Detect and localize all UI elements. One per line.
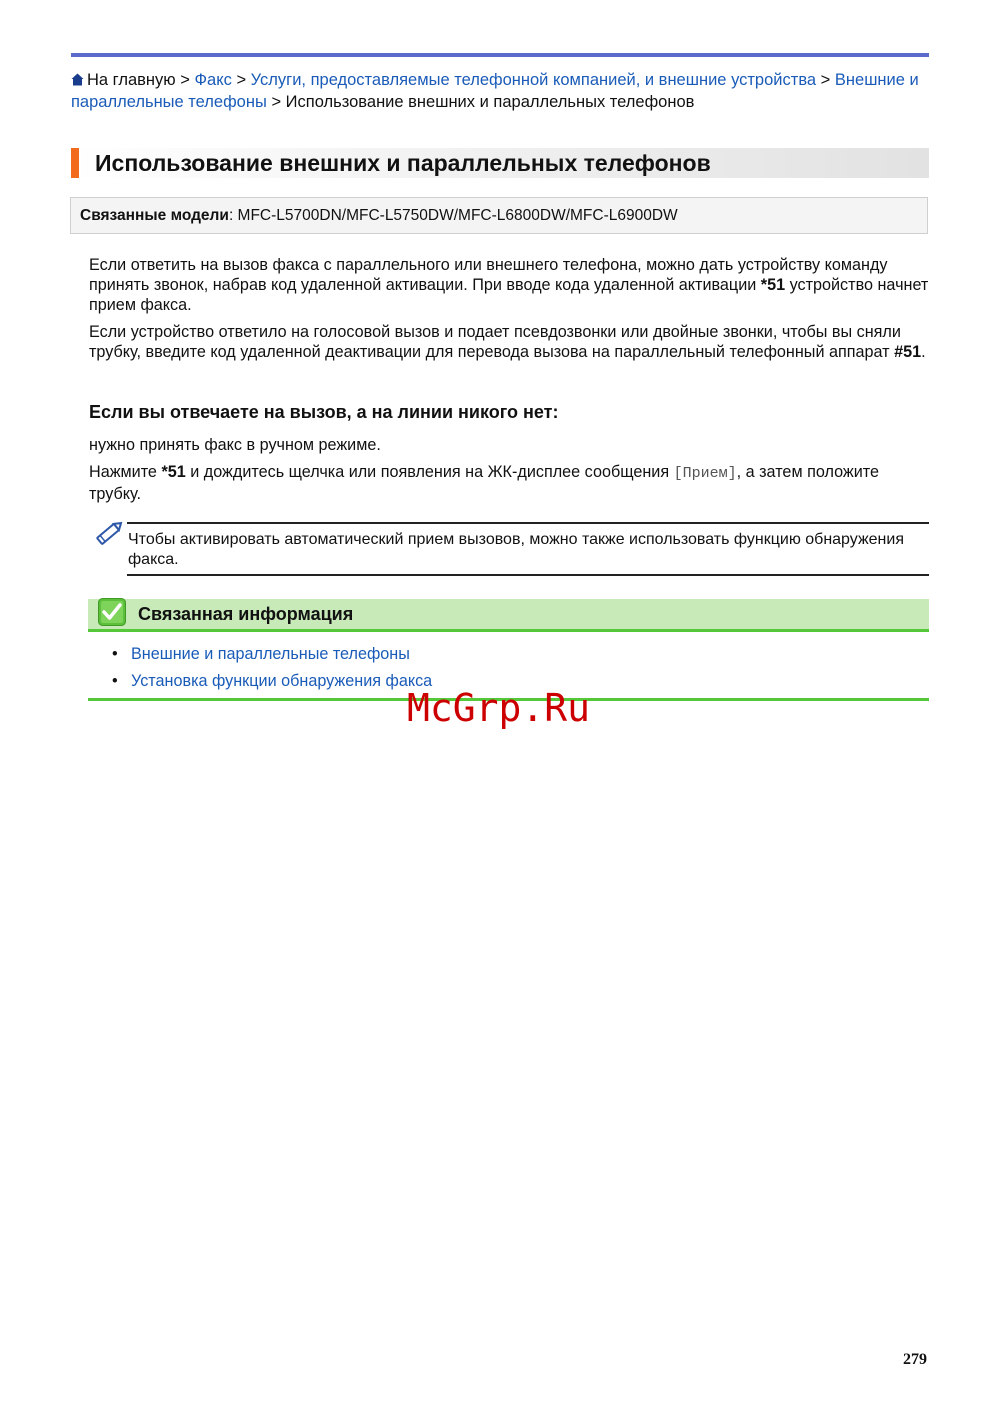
related-info-title: Связанная информация (138, 604, 354, 624)
paragraph-press-code (89, 462, 929, 505)
note-text: Чтобы активировать автоматический прием вызовов, можно также использовать функцию обнаружения факса. (128, 531, 904, 568)
breadcrumb-separator: > (271, 92, 282, 111)
paragraph-manual-receive: нужно принять факс в ручном режиме. (89, 436, 381, 454)
breadcrumb-separator: > (236, 71, 247, 89)
models-value: : MFC-L5700DN/MFC-L5750DW/MFC-L6800DW/MFC-L6900DW (228, 207, 678, 224)
top-rule (71, 53, 929, 57)
breadcrumb-link-services[interactable]: Услуги, предоставляемые телефонной компанией, и внешние устройства (250, 71, 817, 89)
paragraph-remote-deactivation (89, 322, 929, 362)
related-models-box (70, 197, 928, 234)
text: . (921, 343, 926, 361)
subheading: Если вы отвечаете на вызов, а на линии никого нет: (89, 402, 559, 422)
breadcrumb-separator: > (180, 71, 190, 89)
breadcrumb-link-fax[interactable]: Факс (194, 71, 232, 89)
list-item: • Внешние и параллельные телефоны (112, 645, 410, 663)
breadcrumb (71, 70, 929, 113)
text: Нажмите (89, 463, 162, 481)
note-top-rule (127, 522, 929, 524)
related-info-rule (88, 629, 929, 632)
text: и дождитесь щелчка или появления на ЖК-дисплее сообщения (185, 463, 674, 481)
related-info-header (88, 599, 929, 630)
models-label: Связанные модели (80, 207, 229, 224)
breadcrumb-home: На главную (87, 71, 176, 89)
breadcrumb-current: Использование внешних и параллельных телефонов (285, 92, 695, 111)
activation-code: *51 (760, 276, 786, 294)
paragraph-remote-activation (89, 255, 929, 315)
text: , а затем положите трубку. (89, 463, 880, 503)
pencil-icon (91, 518, 125, 550)
related-link-fax-detect[interactable]: Установка функции обнаружения факса (131, 672, 433, 690)
breadcrumb-separator: > (820, 71, 831, 89)
note-bottom-rule (127, 574, 929, 576)
text: устройство начнет прием факса. (89, 276, 929, 314)
checkmark-icon (98, 598, 126, 626)
lcd-message: [Прием] (673, 465, 737, 482)
breadcrumb-link-phones[interactable]: Внешние и параллельные телефоны (71, 71, 919, 111)
deactivation-code: #51 (894, 343, 922, 361)
list-item: • Установка функции обнаружения факса (112, 672, 433, 690)
watermark: McGrp.Ru (407, 686, 591, 730)
related-link-phones[interactable]: Внешние и параллельные телефоны (131, 645, 410, 663)
page-number: 279 (903, 1351, 927, 1368)
activation-code: *51 (161, 463, 186, 481)
title-accent (71, 148, 79, 178)
home-icon[interactable] (71, 73, 84, 86)
page-title: Использование внешних и параллельных телефонов (95, 150, 711, 176)
related-links (114, 641, 432, 695)
text: Если ответить на вызов факса с параллельного или внешнего телефона, можно дать устройству команду принять звонок, набрав код удаленной активации. При вводе кода удаленной активации (89, 256, 888, 294)
related-models (80, 198, 678, 233)
text: Если устройство ответило на голосовой вызов и подает псевдозвонки или двойные звонки, чтобы вы сняли трубку, введите код удаленной деактивации для перевода вызова на параллельный телефонный аппарат (89, 323, 901, 361)
note (89, 522, 929, 577)
title-bar (71, 148, 929, 178)
